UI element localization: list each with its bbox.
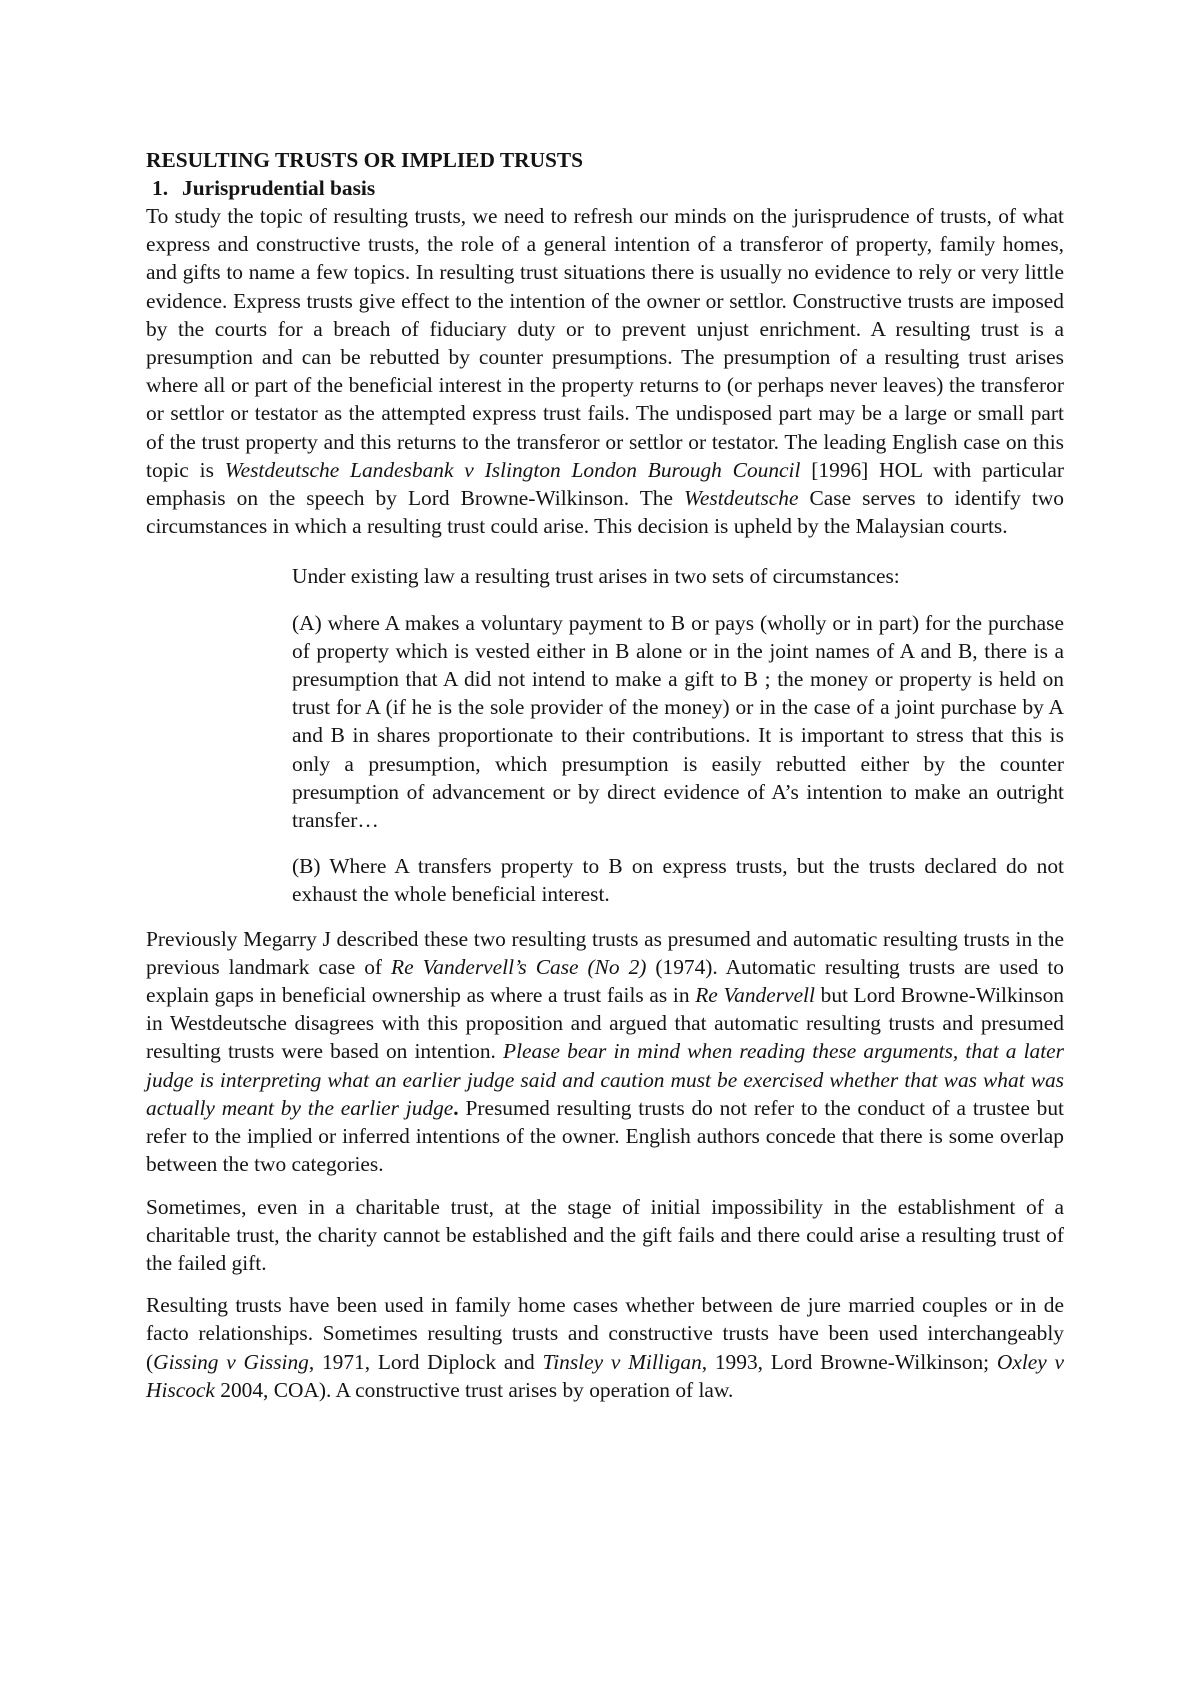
family-text-d: 2004, COA). A constructive trust arises by operation of law. (214, 1377, 734, 1402)
section-number: 1. (152, 176, 169, 200)
case-re-vandervells: Re Vandervell’s Case (No 2) (391, 954, 647, 979)
family-text-c: , 1993, Lord Browne-Wilkinson; (701, 1349, 997, 1374)
family-home-paragraph (146, 1291, 1064, 1404)
megarry-text-c: but Lord Browne-Wilkinson in Westdeutsche disagrees with this proposition and argued that automatic resulting trusts and presumed resulting trusts were based on intention. (146, 983, 1065, 1064)
megarry-paragraph (146, 925, 1064, 1179)
section-title: Jurisprudential basis (182, 176, 376, 200)
megarry-text-b: (1974). Automatic resulting trusts are used to explain gaps in beneficial ownership as where a trust fails as in (146, 954, 1064, 1008)
case-gissing: Gissing v Gissing (153, 1349, 309, 1374)
intro-text-a: To study the topic of resulting trusts, we need to refresh our minds on the jurisprudence of trusts, of what express and constructive trusts, the role of a general intention of a transferor of property, family homes, and gifts to name a few topics. In resulting trust situations there is usually no evidence to rely or very little evidence. Express trusts give effect to the intention of the owner or settlor. Constructive trusts are imposed by the courts for a breach of fiduciary duty or to prevent unjust enrichment. A resulting trust is a presumption and can be rebutted by counter presumptions. The presumption of a resulting trust arises where all or part of the beneficial interest in the property returns to (or perhaps never leaves) the transferor or settlor or testator as the attempted express trust fails. The undisposed part may be a large or small part of the trust property and this returns to the transferor or settlor or testator. The leading English case on this topic is (146, 204, 1064, 482)
megarry-text-d: Presumed resulting trusts do not refer to the conduct of a trustee but refer to the implied or inferred intentions of the owner. English authors concede that there is some overlap between the two categories. (146, 1095, 1064, 1177)
intro-text-b: [1996] HOL with particular emphasis on the speech by Lord Browne-Wilkinson. The (146, 457, 1064, 511)
quote-intro: Under existing law a resulting trust arises in two sets of circumstances: (292, 564, 900, 589)
document-title: RESULTING TRUSTS OR IMPLIED TRUSTS (146, 148, 584, 172)
case-tinsley: Tinsley v Milligan (542, 1349, 702, 1374)
intro-text-c: Case serves to identify two circumstances in which a resulting trust could arise. This decision is upheld by the Malaysian courts. (146, 486, 1064, 539)
charitable-trust-paragraph: Sometimes, even in a charitable trust, at the stage of initial impossibility in the establishment of a charitable trust, the charity cannot be established and the gift fails and there could arise a resulting trust of the failed gift. (146, 1194, 1064, 1275)
quote-circumstance-a: (A) where A makes a voluntary payment to B or pays (wholly or in part) for the purchase of property which is vested either in B alone or in the joint names of A and B, there is a presumption that A did not intend to make a gift to B ; the money or property is held on trust for A (if he is the sole provider of the money) or in the case of a joint purchase by A and B in shares proportionate to their contributions. It is important to stress that this is only a presumption, which presumption is easily rebutted either by the counter presumption of advancement or by direct evidence of A’s intention to make an outright transfer… (292, 610, 1064, 833)
case-westdeutsche-short: Westdeutsche (684, 486, 799, 511)
case-re-vandervell: Re Vandervell (695, 983, 815, 1008)
family-text-a: Resulting trusts have been used in family home cases whether between de jure married couples or in de facto relationships. Sometimes resulting trusts and constructive trusts have been used interchangeably ( (146, 1293, 1064, 1374)
megarry-text-a: Previously Megarry J described these two resulting trusts as presumed and automatic resulting trusts in the previous landmark case of (146, 926, 1064, 979)
caution-note-period: . (453, 1095, 459, 1120)
family-text-b: , 1971, Lord Diplock and (308, 1349, 543, 1374)
document-body (146, 146, 1064, 1404)
case-oxley: Oxley v Hiscock (146, 1349, 1065, 1402)
caution-note: Please bear in mind when reading these arguments, that a later judge is interpreting what an earlier judge said and caution must be exercised whether that was what was actually meant by the earlier judge (146, 1039, 1064, 1120)
section-heading (146, 174, 1064, 202)
quote-circumstance-b: (B) Where A transfers property to B on express trusts, but the trusts declared do not exhaust the whole beneficial interest. (292, 854, 1064, 907)
intro-paragraph (146, 202, 1064, 540)
case-westdeutsche-full: Westdeutsche Landesbank v Islington London Burough Council (224, 457, 801, 482)
